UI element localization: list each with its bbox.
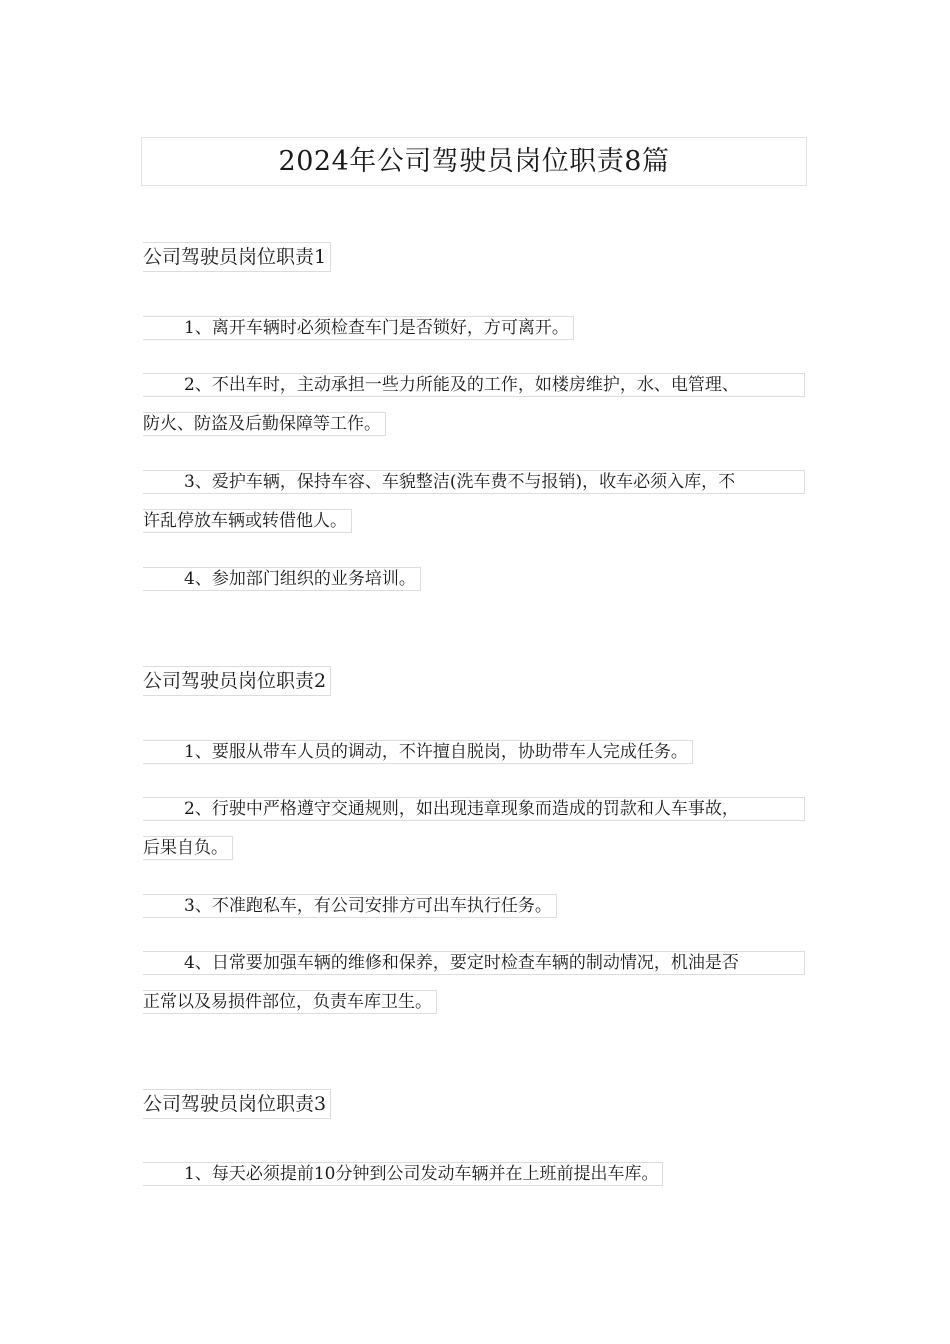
section-1-item-1-line-1: 1、离开车辆时必须检查车门是否锁好，方可离开。 (143, 316, 574, 340)
section-2-item-1-line-1: 1、要服从带车人员的调动，不许擅自脱岗，协助带车人完成任务。 (143, 740, 693, 764)
section-heading-2: 公司驾驶员岗位职责2 (143, 666, 331, 696)
section-heading-3: 公司驾驶员岗位职责3 (143, 1089, 331, 1119)
section-1-item-4-line-1: 4、参加部门组织的业务培训。 (143, 567, 421, 591)
section-2-item-2-line-1: 2、行驶中严格遵守交通规则，如出现违章现象而造成的罚款和人车事故， (143, 797, 805, 821)
section-2-item-4-line-2: 正常以及易损件部位，负责车库卫生。 (143, 990, 437, 1014)
section-heading-1: 公司驾驶员岗位职责1 (143, 242, 331, 272)
section-2-item-3-line-1: 3、不准跑私车，有公司安排方可出车执行任务。 (143, 894, 557, 918)
section-1-item-2-line-2: 防火、防盗及后勤保障等工作。 (143, 412, 386, 436)
section-2-item-2-line-2: 后果自负。 (143, 836, 233, 860)
section-1-item-3-line-2: 许乱停放车辆或转借他人。 (143, 509, 352, 533)
section-1-item-3-line-1: 3、爱护车辆，保持车容、车貌整洁(洗车费不与报销)，收车必须入库，不 (143, 470, 805, 494)
document-title: 2024年公司驾驶员岗位职责8篇 (141, 137, 807, 186)
section-1-item-2-line-1: 2、不出车时，主动承担一些力所能及的工作，如楼房维护，水、电管理、 (143, 373, 805, 397)
section-3-item-1-line-1: 1、每天必须提前10分钟到公司发动车辆并在上班前提出车库。 (143, 1162, 663, 1186)
section-2-item-4-line-1: 4、日常要加强车辆的维修和保养，要定时检查车辆的制动情况，机油是否 (143, 951, 805, 975)
